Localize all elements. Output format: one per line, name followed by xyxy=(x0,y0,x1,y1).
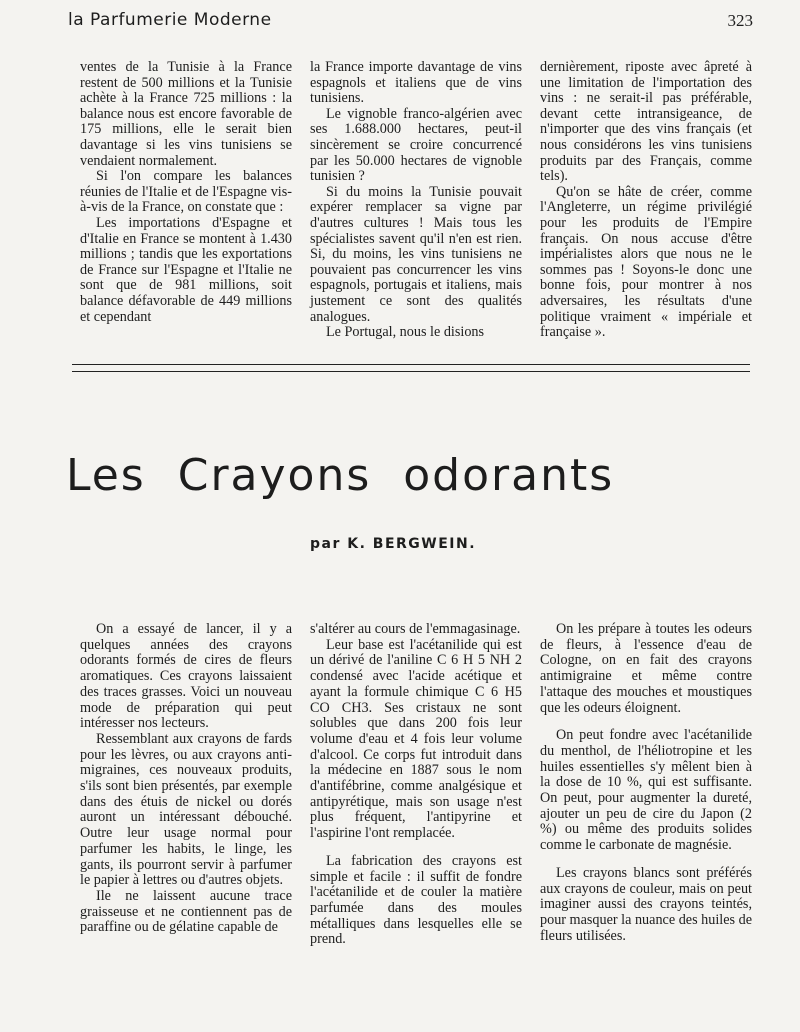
paragraph: Si l'on compare les balances réunies de l'Italie et de l'Espagne vis-à-vis de la France, on constate que : xyxy=(80,168,292,216)
previous-article-column-3 xyxy=(540,60,752,370)
paragraph: Leur base est l'acétanilide qui est un dérivé de l'aniline C 6 H 5 NH 2 condensé avec l'acide acétique et ayant la formule chimique C 6 H5 CO CH3. Ses cristaux ne sont solubles que dans 200 fois leur volume d'eau et 4 fois leur volume d'alcool. Ce corps fut introduit dans la médecine en 1887 sous le nom d'antifébrine, comme analgésique et antipyrétique, mais son usage n'est plus fréquent, l'antipyrine et l'aspirine l'ont remplacée. xyxy=(310,636,522,842)
page-number: 323 xyxy=(727,11,753,30)
paragraph: Le vignoble franco-algérien avec ses 1.688.000 hectares, peut-il sincèrement se croire concurrencé par les 50.000 hectares de vignoble tunisien ? xyxy=(310,105,522,185)
paragraph: Si du moins la Tunisie pouvait expérer remplacer sa vigne par d'autres cultures ! Mais tous les spécialistes savent qu'il n'en est rien. Si, du moins, les vins tunisiens ne pouvaient pas concurrencer les vins espagnols, portugais et italiens, mais justement ce sont des qualités analogues. xyxy=(310,183,522,325)
article-column-2 xyxy=(310,622,522,952)
paragraph: Les importations d'Espagne et d'Italie en France se montent à 1.430 millions ; tandis que les exportations de France sur l'Espagne et l'Italie ne sont que de 981 millions, soit balance défavorable de 449 millions et cependant xyxy=(80,214,292,325)
running-head: la Parfumerie Moderne xyxy=(68,10,272,30)
article-column-1 xyxy=(80,622,292,952)
paragraph: On les prépare à toutes les odeurs de fleurs, à l'essence d'eau de Cologne, on en fait des crayons antimigraine et même contre l'attaque des mouches et moustiques que les odeurs éloignent. xyxy=(540,621,752,716)
paragraph: On peut fondre avec l'acétanilide du menthol, de l'héliotropine et les huiles essentielles s'y mêlent bien à la dose de 10 %, qui est suffisante. On peut, pour augmenter la dureté, ajouter un peu de cire du Japon (2 %) ou même des produits solides comme le carbonate de magnésie. xyxy=(540,727,752,854)
paragraph: Qu'on se hâte de créer, comme l'Angleterre, un régime privilégié pour les produits de l'Empire français. On nous accuse d'être impérialistes alors que nous ne le sommes pas ! Soyons-le donc une bonne fois, pour montrer à nos adversaires, les résultats d'une politique vraiment « impériale et française ». xyxy=(540,183,752,341)
article-column-3 xyxy=(540,622,752,952)
paragraph: la France importe davantage de vins espagnols et italiens que de vins tunisiens. xyxy=(310,59,522,107)
paragraph: Ile ne laissent aucune trace graisseuse et ne contiennent pas de paraffine ou de gélatine capable de xyxy=(80,887,292,936)
paragraph: La fabrication des crayons est simple et facile : il suffit de fondre l'acétanilide et de couler la matière parfumée dans des moules métalliques dans lesquelles elle se prend. xyxy=(310,852,522,948)
paragraph: On a essayé de lancer, il y a quelques années des crayons odorants formés de cires de fleurs aromatiques. Ces crayons laissaient des traces grasses. Voici un nouveau mode de préparation qui peut intéresser nos lecteurs. xyxy=(80,621,292,732)
article-title: Les Crayons odorants xyxy=(66,450,615,501)
previous-article-columns xyxy=(80,60,752,370)
paragraph: Le Portugal, nous le disions xyxy=(326,324,485,341)
article-byline: par K. BERGWEIN. xyxy=(310,536,477,552)
article-columns xyxy=(80,622,752,952)
paragraph: ventes de la Tunisie à la France restent de 500 millions et la Tunisie achète à la France 725 millions : la balance nous est encore favorable de 175 millions, elle le serait bien davantage si les vins tunisiens se vendaient normalement. xyxy=(80,59,292,169)
paragraph: Les crayons blancs sont préférés aux crayons de couleur, mais on peut imaginer aussi des crayons teintés, pour masquer la nuance des huiles de fleurs utilisées. xyxy=(540,864,752,944)
paragraph: dernièrement, riposte avec âpreté à une limitation de l'importation des vins : ne serait-il pas préférable, devant cette intransigeance, de n'importer que des vins français (et nous considérons les vins tunisiens produits par des Français, comme tels). xyxy=(540,59,752,185)
paragraph: s'altérer au cours de l'emmagasinage. xyxy=(310,621,521,637)
section-divider xyxy=(72,364,750,372)
paragraph: Ressemblant aux crayons de fards pour les lèvres, ou aux crayons anti-migraines, ces nouveaux produits, s'ils sont bien présentés, par exemple dans des étuis de nickel ou dorés auront un intéressant débouché. Outre leur usage normal pour parfumer les habits, le linge, les gants, ils pourront servir à parfumer le papier à lettres ou d'autres objets. xyxy=(80,730,292,889)
previous-article-column-1 xyxy=(80,60,292,370)
previous-article-column-2 xyxy=(310,60,522,370)
